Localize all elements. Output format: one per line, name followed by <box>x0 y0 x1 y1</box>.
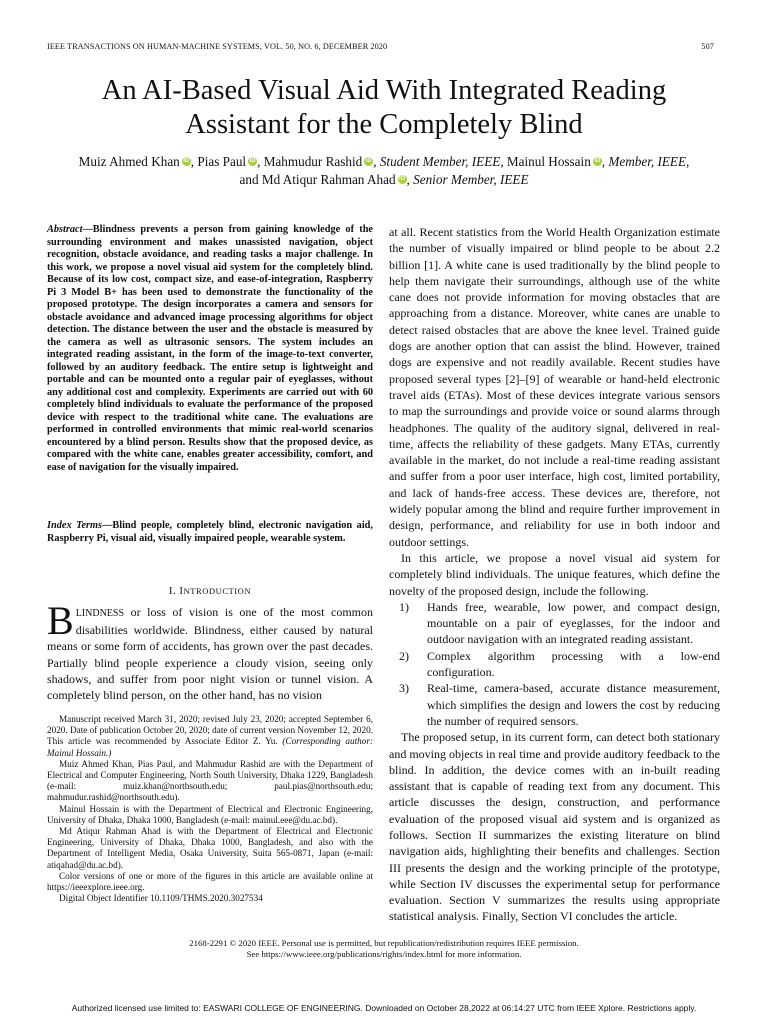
list-item <box>399 599 720 648</box>
drop-cap: B <box>47 598 74 643</box>
index-terms <box>47 520 373 545</box>
author-list <box>40 153 728 189</box>
footnotes <box>47 714 373 904</box>
title-line-1: An AI-Based Visual Aid With Integrated Reading <box>101 75 667 106</box>
author-name: , Mahmudur Rashid <box>257 154 363 169</box>
intro-body: or loss of vision is one of the most common disabilities worldwide. Blindness, either caused by natural means or some form of accidents, has grown over the past decades. Partially blind people experience a cloudy vision, seeing only shadows, and suffer from poor night vision or tunnel vision. A completely blind person, on the other hand, has no vision <box>47 605 373 703</box>
right-column <box>389 224 720 925</box>
footnote: Mainul Hossain is with the Department of Electrical and Electronic Engineering, University of Dhaka, Dhaka 1000, Bangladesh (e-mail: mainul.eee@du.ac.bd). <box>47 803 373 825</box>
author-name: Muiz Ahmed Khan <box>78 154 180 169</box>
section-numeral: I. <box>168 585 177 597</box>
orcid-icon[interactable]: iD <box>249 158 256 164</box>
list-item <box>399 648 720 681</box>
body-paragraph: In this article, we propose a novel visual aid system for completely blind individuals. The unique features, which define the novelty of the proposed design, include the following. <box>389 550 720 598</box>
author-name: , Mainul Hossain <box>500 154 591 169</box>
copyright-line: 2168-2291 © 2020 IEEE. Personal use is permitted, but republication/redistribution requires IEEE permission. <box>189 938 579 948</box>
list-number: 2) <box>399 648 409 663</box>
section-title-initial: I <box>179 585 184 597</box>
index-terms-label: Index Terms <box>47 520 103 531</box>
paper-title <box>40 74 728 142</box>
list-text: Real-time, camera-based, accurate distance measurement, which simplifies the design and lowers the cost by reducing the number of required sensors. <box>427 681 720 728</box>
section-title-rest: NTRODUCTION <box>183 586 252 596</box>
body-paragraph: at all. Recent statistics from the World Health Organization estimate the number of visually impaired or blind people to be about 2.2 billion [1]. A white cane is used traditionally by the blind people to help them navigate their surroundings, although use of the white cane does not provide information for moving obstacles that are approaching from a distance. Moreover, white canes are unable to detect raised obstacles that are above the knee level. Trained guide dogs are another option that can assist the blind. However, trained dogs are expensive and not readily available. Recent studies have proposed several types [2]–[9] of wearable or hand-held electronic travel aids (ETAs). Most of these devices integrate various sensors to map the surroundings and provide voice or sound alarms through headphones. The quality of the auditory signal, delivered in real-time, affects the reliability of these gadgets. Many ETAs, currently available in the market, do not include a real-time reading assistant and suffer from a poor user interface, high cost, limited portability, and lack of hands-free access. These devices are, therefore, not widely popular among the blind and require further improvement in design, performance, and reliability for use in both indoor and outdoor settings. <box>389 225 720 549</box>
list-number: 3) <box>399 681 409 696</box>
author-role: , Member, IEEE, <box>601 154 690 169</box>
abstract-body: —Blindness prevents a person from gaining knowledge of the surrounding environment and makes unassisted navigation, object recognition, obstacle avoidance, and reading tasks a major challenge. In this work, we propose a novel visual aid system for the completely blind. Because of its low cost, compact size, and ease-of-integration, Raspberry Pi 3 Model B+ has been used to demonstrate the functionality of the proposed prototype. The design incorporates a camera and sensors for obstacle avoidance and advanced image processing algorithms for object detection. The distance between the user and the obstacle is measured by the camera as well as ultrasonic sensors. The system includes an integrated reading assistant, in the form of the image-to-text converter, followed by an auditory feedback. The entire setup is lightweight and portable and can be mounted onto a regular pair of eyeglasses, without any additional cost and complexity. Experiments are carried out with 60 completely blind individuals to evaluate the performance of the proposed device with respect to the traditional white cane. The evaluations are performed in controlled environments that mimic real-world scenarios encountered by a blind person. Results show that the proposed device, as compared with the white cane, enables greater accessibility, comfort, and ease of navigation for the visually impaired. <box>47 224 373 473</box>
doi-footnote: Digital Object Identifier 10.1109/THMS.2020.3027534 <box>59 893 263 904</box>
footnote: Muiz Ahmed Khan, Pias Paul, and Mahmudur Rashid are with the Department of Electrical and Computer Engineering, North South University, Dhaka 1229, Bangladesh (e-mail: muiz.khan@northsouth.edu; paul.pias@northsouth.edu; mahmudur.rashid@northsouth.edu). <box>47 758 373 803</box>
orcid-icon[interactable]: iD <box>183 158 190 164</box>
journal-name: IEEE TRANSACTIONS ON HUMAN-MACHINE SYSTEMS, VOL. 50, NO. 6, DECEMBER 2020 <box>47 42 388 51</box>
list-text: Hands free, wearable, low power, and compact design, mountable on a pair of eyeglasses, for the indoor and outdoor navigation with an integrated reading assistant. <box>427 599 720 647</box>
body-paragraph: The proposed setup, in its current form, can detect both stationary and moving objects in real time and provide auditory feedback to the blind. In addition, the device comes with an in-built reading assistant that is capable of reading text from any document. This article discusses the design, construction, and performance evaluation of the proposed visual aid system and is organized as follows. Section II summarizes the existing literature on blind navigation aids, highlighting their benefits and challenges. Section III presents the design and the working principle of the prototype, while Section IV discusses the experimental setup for performance evaluation. Section V summarizes the results using appropriate statistical analysis. Finally, Section VI concludes the article. <box>389 730 720 924</box>
list-text: Complex algorithm processing with a low-end configuration. <box>427 648 720 680</box>
running-head <box>47 42 714 51</box>
author-name: and Md Atiqur Rahman Ahad <box>239 172 396 187</box>
footnote-text: Manuscript received March 31, 2020; revised July 23, 2020; accepted September 6, 2020. Date of publication October 20, 2020; date of current version November 12, 2020. This article was recommended by Associate Editor Z. Yu. <box>47 714 373 747</box>
rights-link-line: See https://www.ieee.org/publications/rights/index.html for more information. <box>246 949 522 959</box>
footnote <box>47 714 373 759</box>
page-number: 507 <box>701 42 714 51</box>
corresponding-author: (Corresponding author: Mainul Hossain.) <box>47 736 373 758</box>
feature-list <box>389 599 720 729</box>
list-item <box>399 680 720 729</box>
footnote: Color versions of one or more of the figures in this article are available online at https://ieeexplore.ieee.org. <box>47 870 373 893</box>
author-name: , Pias Paul <box>190 154 247 169</box>
orcid-icon[interactable]: iD <box>594 158 601 164</box>
section-heading-introduction <box>47 585 373 597</box>
copyright-notice <box>40 938 728 960</box>
intro-caps: LINDNESS <box>75 608 125 619</box>
author-role: , Student Member, IEEE <box>373 154 501 169</box>
footnote: Md Atiqur Rahman Ahad is with the Department of Electrical and Electronic Engineering, University of Dhaka, Dhaka 1000, Bangladesh, and also with the Department of Intelligent Media, Osaka University, Suita 565-0871, Japan (e-mail: atiqahad@du.ac.bd). <box>47 826 373 870</box>
list-number: 1) <box>399 599 409 614</box>
abstract <box>47 224 373 474</box>
index-terms-body: —Blind people, completely blind, electronic navigation aid, Raspberry Pi, visual aid, visually impaired people, wearable system. <box>47 520 373 544</box>
license-banner: Authorized licensed use limited to: EASWARI COLLEGE OF ENGINEERING. Downloaded on October 28,2022 at 06:14:27 UTC from IEEE Xplore. Restrictions apply. <box>71 1003 697 1013</box>
title-line-2: Assistant for the Completely Blind <box>185 109 583 140</box>
author-role: , Senior Member, IEEE <box>406 172 529 187</box>
orcid-icon[interactable]: iD <box>365 158 372 164</box>
introduction-paragraph <box>47 598 373 703</box>
abstract-label: Abstract <box>47 224 83 235</box>
orcid-icon[interactable]: iD <box>399 176 406 182</box>
